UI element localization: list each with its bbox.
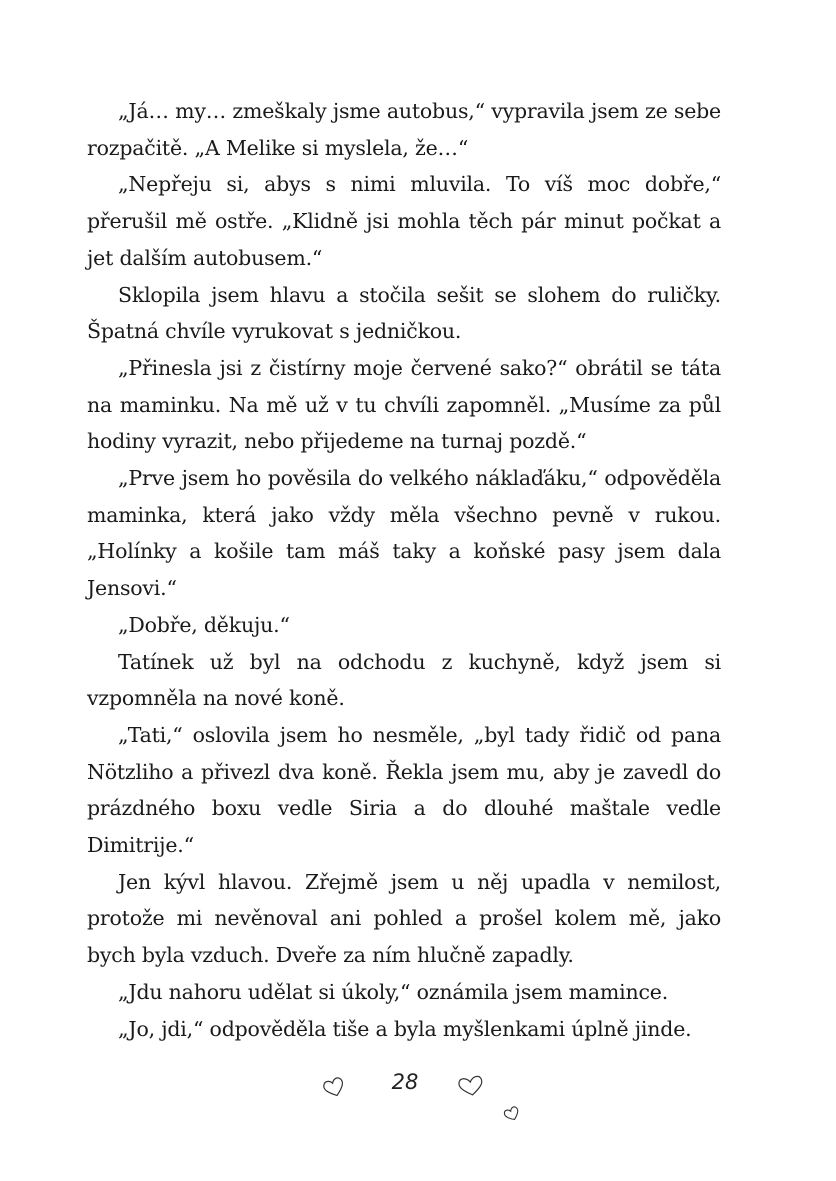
paragraph: Sklopila jsem hlavu a stočila sešit se slohem do ruličky. Špatná chvíle vyrukovat s jedničkou. <box>87 282 721 344</box>
page-footer <box>0 1060 836 1140</box>
paragraph: „Jo, jdi,“ odpověděla tiše a byla myšlenkami úplně jinde. <box>118 1016 692 1041</box>
heart-outline-icon <box>322 1076 346 1098</box>
page-number: 28 <box>391 1070 419 1094</box>
paragraph: „Jdu nahoru udělat si úkoly,“ oznámila jsem mamince. <box>118 979 669 1004</box>
body-text <box>87 93 721 1047</box>
paragraph: „Nepřeju si, abys s nimi mluvila. To víš moc dobře,“ přerušil mě ostře. „Klidně jsi mohla těch pár minut počkat a jet dalším autobusem.“ <box>87 172 721 270</box>
paragraph: Jen kývl hlavou. Zřejmě jsem u něj upadla v nemilost, protože mi nevěnoval ani pohled a prošel kolem mě, jako bych byla vzduch. Dveře za ním hlučně zapadly. <box>87 869 721 968</box>
paragraph: „Dobře, děkuju.“ <box>118 612 290 637</box>
heart-outline-icon <box>456 1074 486 1098</box>
paragraph: „Tati,“ oslovila jsem ho nesměle, „byl tady řidič od pana Nötzliho a přivezl dva koně. Řekla jsem mu, aby je zavedl do prázdného boxu vedle Siria a do dlouhé maštale vedle Dimitrije.“ <box>87 722 721 858</box>
paragraph: „Přinesla jsi z čistírny moje červené sako?“ obrátil se táta na maminku. Na mě už v tu chvíli zapomněl. „Musíme za půl hodiny vyrazit, nebo přijedeme na turnaj pozdě.“ <box>87 355 721 454</box>
paragraph: „Já… my… zmeškaly jsme autobus,“ vypravila jsem ze sebe rozpačitě. „A Melike si myslela, že…“ <box>87 99 721 160</box>
paragraph: „Prve jsem ho pověsila do velkého náklaďáku,“ odpověděla maminka, která jako vždy měla všechno pevně v rukou. „Holínky a košile tam máš taky a koňské pasy jsem dala Jensovi.“ <box>87 466 721 601</box>
heart-outline-icon <box>503 1106 521 1122</box>
paragraph: Tatínek už byl na odchodu z kuchyně, když jsem si vzpomněla na nové koně. <box>87 649 721 711</box>
